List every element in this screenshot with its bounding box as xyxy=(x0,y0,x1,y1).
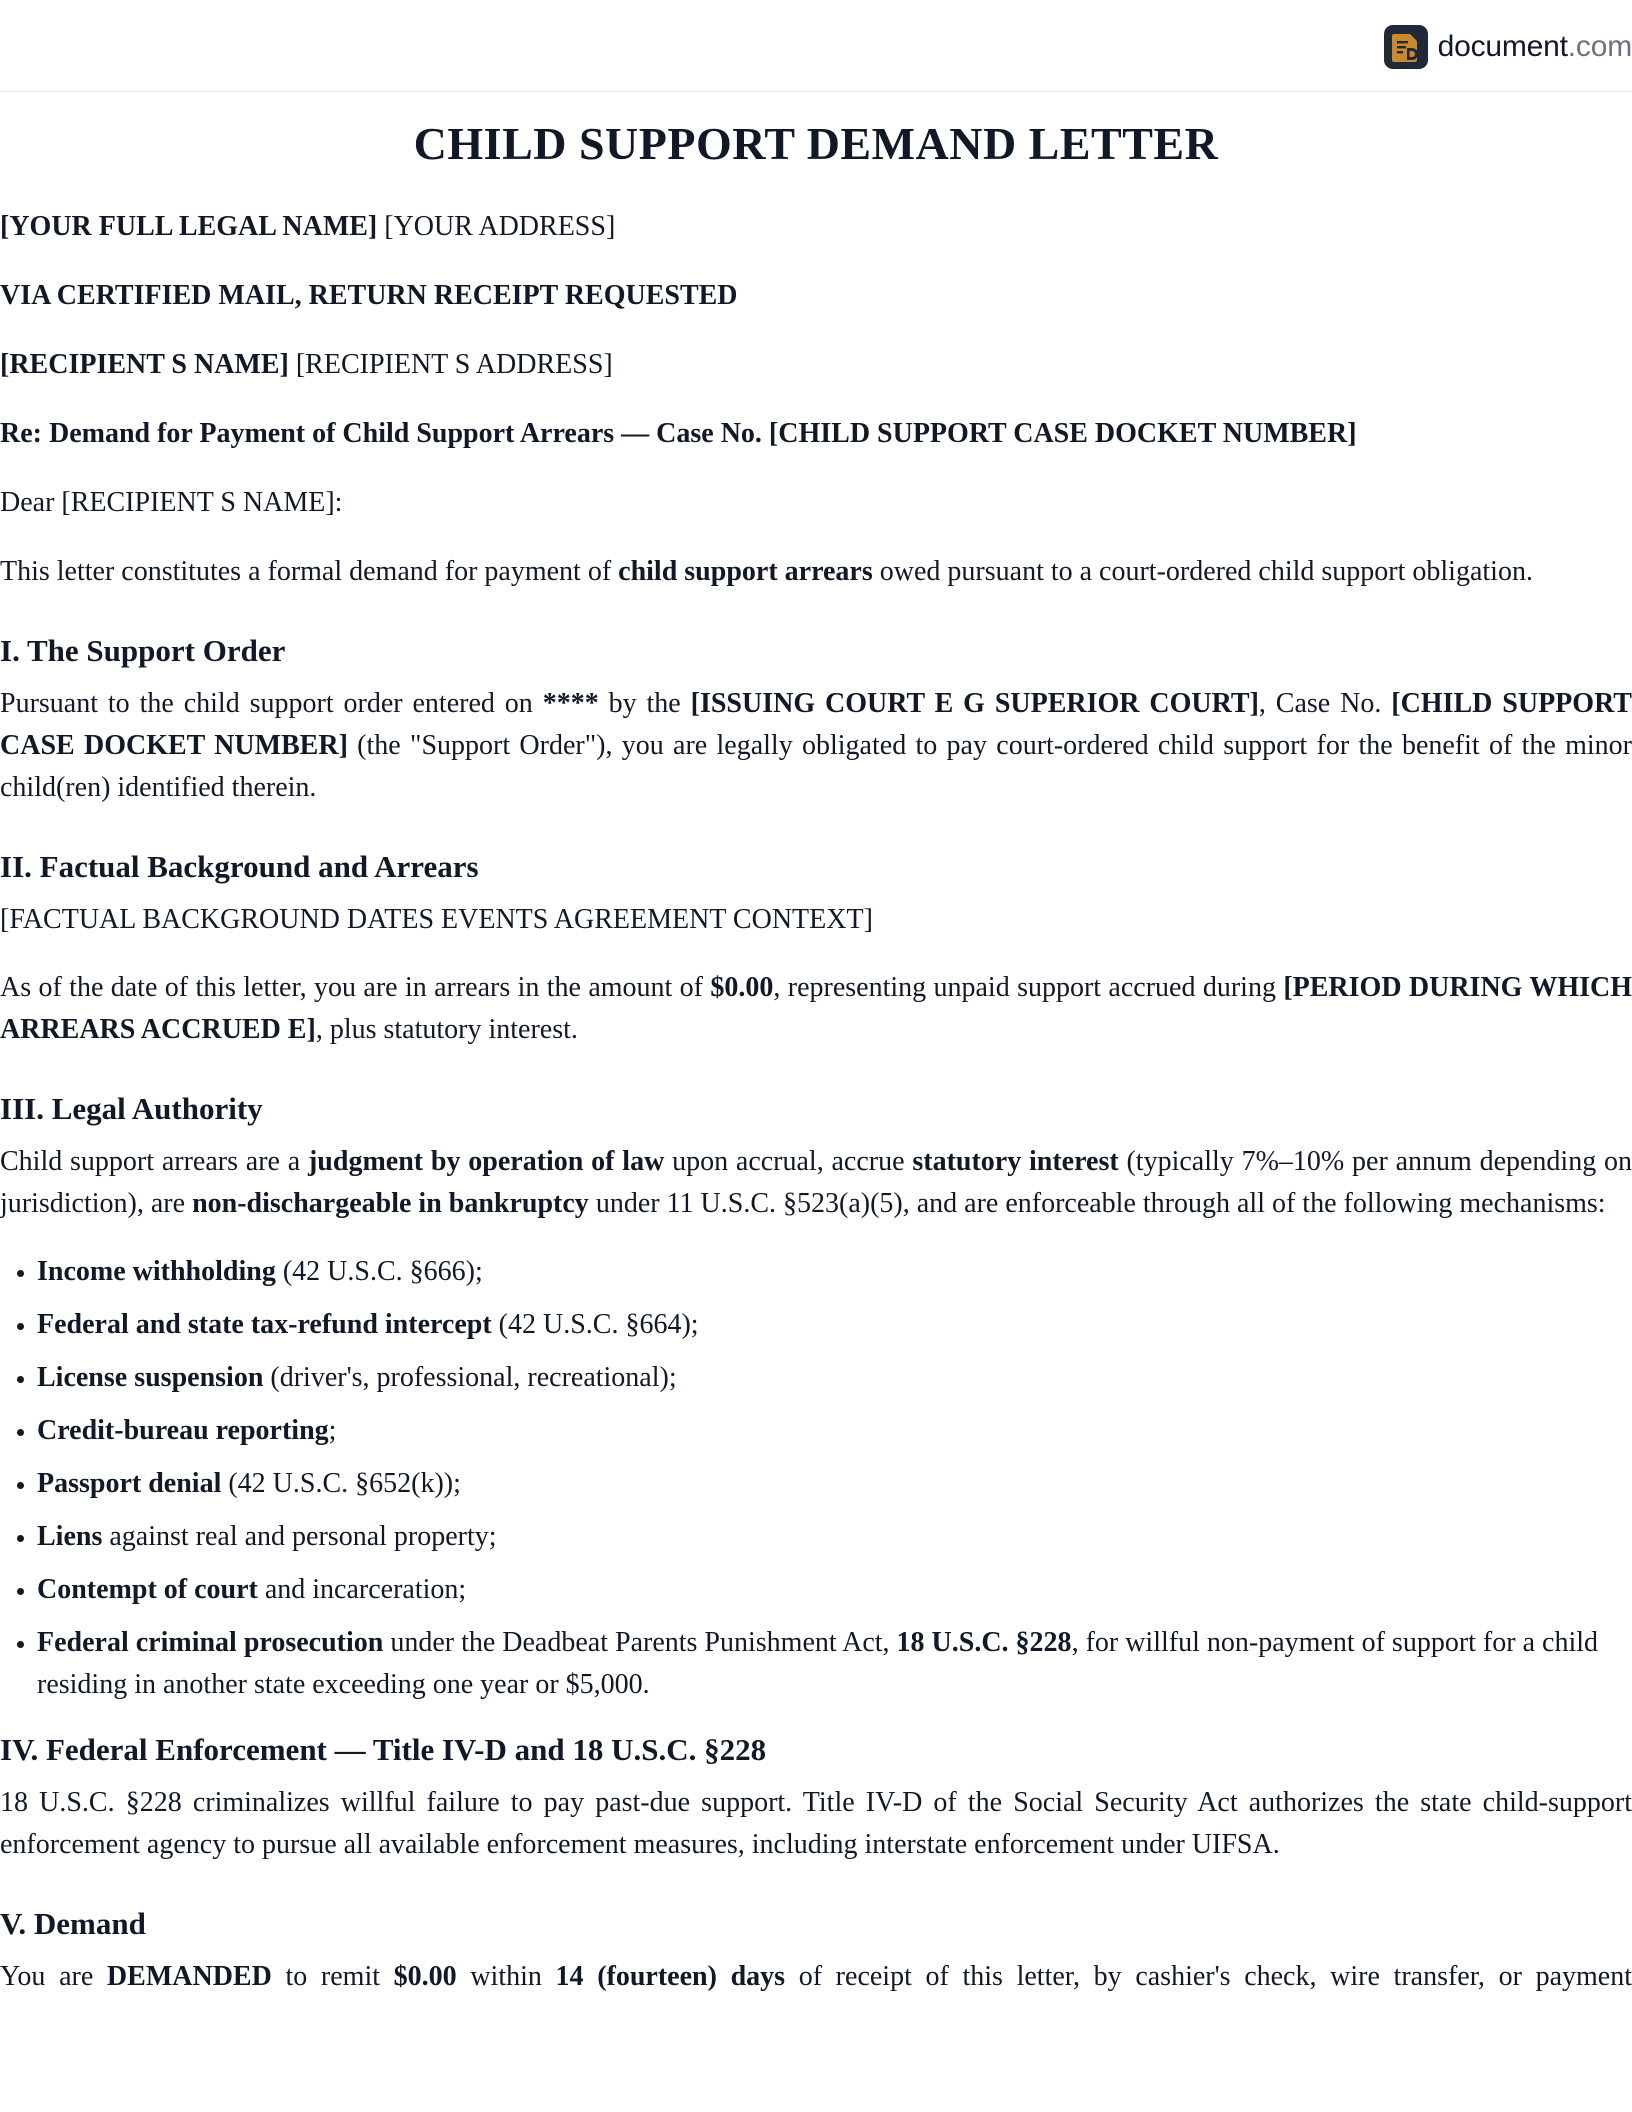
federal-enforcement-paragraph: 18 U.S.C. §228 criminalizes willful failure to pay past-due support. Title IV-D of the Social Security Act authorizes the state child-support enforcement agency to pursue all available enforcement measures, including interstate enforcement under UIFSA. xyxy=(0,1787,1632,1860)
brand-tld: .com xyxy=(1567,30,1632,63)
demand-paragraph: You are DEMANDED to remit $0.00 within 14 (fourteen) days of receipt of this letter, by cashier's check, wire transfer, or payment xyxy=(0,1961,1632,1992)
page-header xyxy=(0,0,1632,92)
subject-line: Re: Demand for Payment of Child Support Arrears — Case No. [CHILD SUPPORT CASE DOCKET NUMBER] xyxy=(0,418,1357,449)
document-logo-icon xyxy=(1384,25,1428,69)
sender-address: [YOUR ADDRESS] xyxy=(377,211,616,242)
brand-link[interactable] xyxy=(1384,24,1632,70)
intro-paragraph: This letter constitutes a formal demand for payment of child support arrears owed pursuant to a court-ordered child support obligation. xyxy=(0,556,1533,587)
section-heading-federal-enforcement: IV. Federal Enforcement — Title IV-D and 18 U.S.C. §228 xyxy=(0,1732,767,1767)
support-order-paragraph: Pursuant to the child support order entered on **** by the [ISSUING COURT E G SUPERIOR COURT], Case No. [CHILD SUPPORT CASE DOCKET NUMBER] (the "Support Order"), you are legally obligated to pay court-ordered child support for the benefit of the minor child(ren) identified therein. xyxy=(0,688,1632,803)
list-item: • Federal criminal prosecution under the Deadbeat Parents Punishment Act, 18 U.S.C. §228, for willful non-payment of support for a child residing in another state exceeding one year or $5,000. xyxy=(37,1622,1632,1706)
salutation: Dear [RECIPIENT S NAME]: xyxy=(0,487,343,518)
section-heading-factual-background: II. Factual Background and Arrears xyxy=(0,849,479,884)
arrears-paragraph: As of the date of this letter, you are in arrears in the amount of $0.00, representing unpaid support accrued during [PERIOD DURING WHICH ARREARS ACCRUED E], plus statutory interest. xyxy=(0,972,1632,1045)
sender-name: [YOUR FULL LEGAL NAME] xyxy=(0,211,378,242)
legal-authority-paragraph: Child support arrears are a judgment by operation of law upon accrual, accrue statutory interest (typically 7%–10% per annum depending on jurisdiction), are non-dischargeable in bankruptcy under 11 U.S.C. §523(a)(5), and are enforceable through all of the following mechanisms: xyxy=(0,1146,1632,1219)
document-body xyxy=(0,92,1632,1998)
list-item: • Federal and state tax-refund intercept (42 U.S.C. §664); xyxy=(37,1304,1632,1346)
list-item: • License suspension (driver's, professional, recreational); xyxy=(37,1357,1632,1399)
brand-name: document xyxy=(1437,30,1568,63)
recipient-block xyxy=(0,344,1632,386)
sender-block xyxy=(0,206,1632,248)
list-item: • Credit-bureau reporting; xyxy=(37,1410,1632,1452)
document-title: CHILD SUPPORT DEMAND LETTER xyxy=(413,118,1219,169)
list-item: • Contempt of court and incarceration; xyxy=(37,1569,1632,1611)
section-heading-demand: V. Demand xyxy=(0,1906,146,1941)
recipient-name: [RECIPIENT S NAME] xyxy=(0,349,289,380)
section-heading-legal-authority: III. Legal Authority xyxy=(0,1091,263,1126)
recipient-address: [RECIPIENT S ADDRESS] xyxy=(288,349,613,380)
delivery-method: VIA CERTIFIED MAIL, RETURN RECEIPT REQUESTED xyxy=(0,280,738,311)
section-heading-support-order: I. The Support Order xyxy=(0,633,286,668)
list-item: • Passport denial (42 U.S.C. §652(k)); xyxy=(37,1463,1632,1505)
list-item: • Liens against real and personal property; xyxy=(37,1516,1632,1558)
enforcement-mechanisms-list xyxy=(0,1251,1632,1706)
factual-background-placeholder: [FACTUAL BACKGROUND DATES EVENTS AGREEMENT CONTEXT] xyxy=(0,904,873,935)
list-item: • Income withholding (42 U.S.C. §666); xyxy=(37,1251,1632,1293)
